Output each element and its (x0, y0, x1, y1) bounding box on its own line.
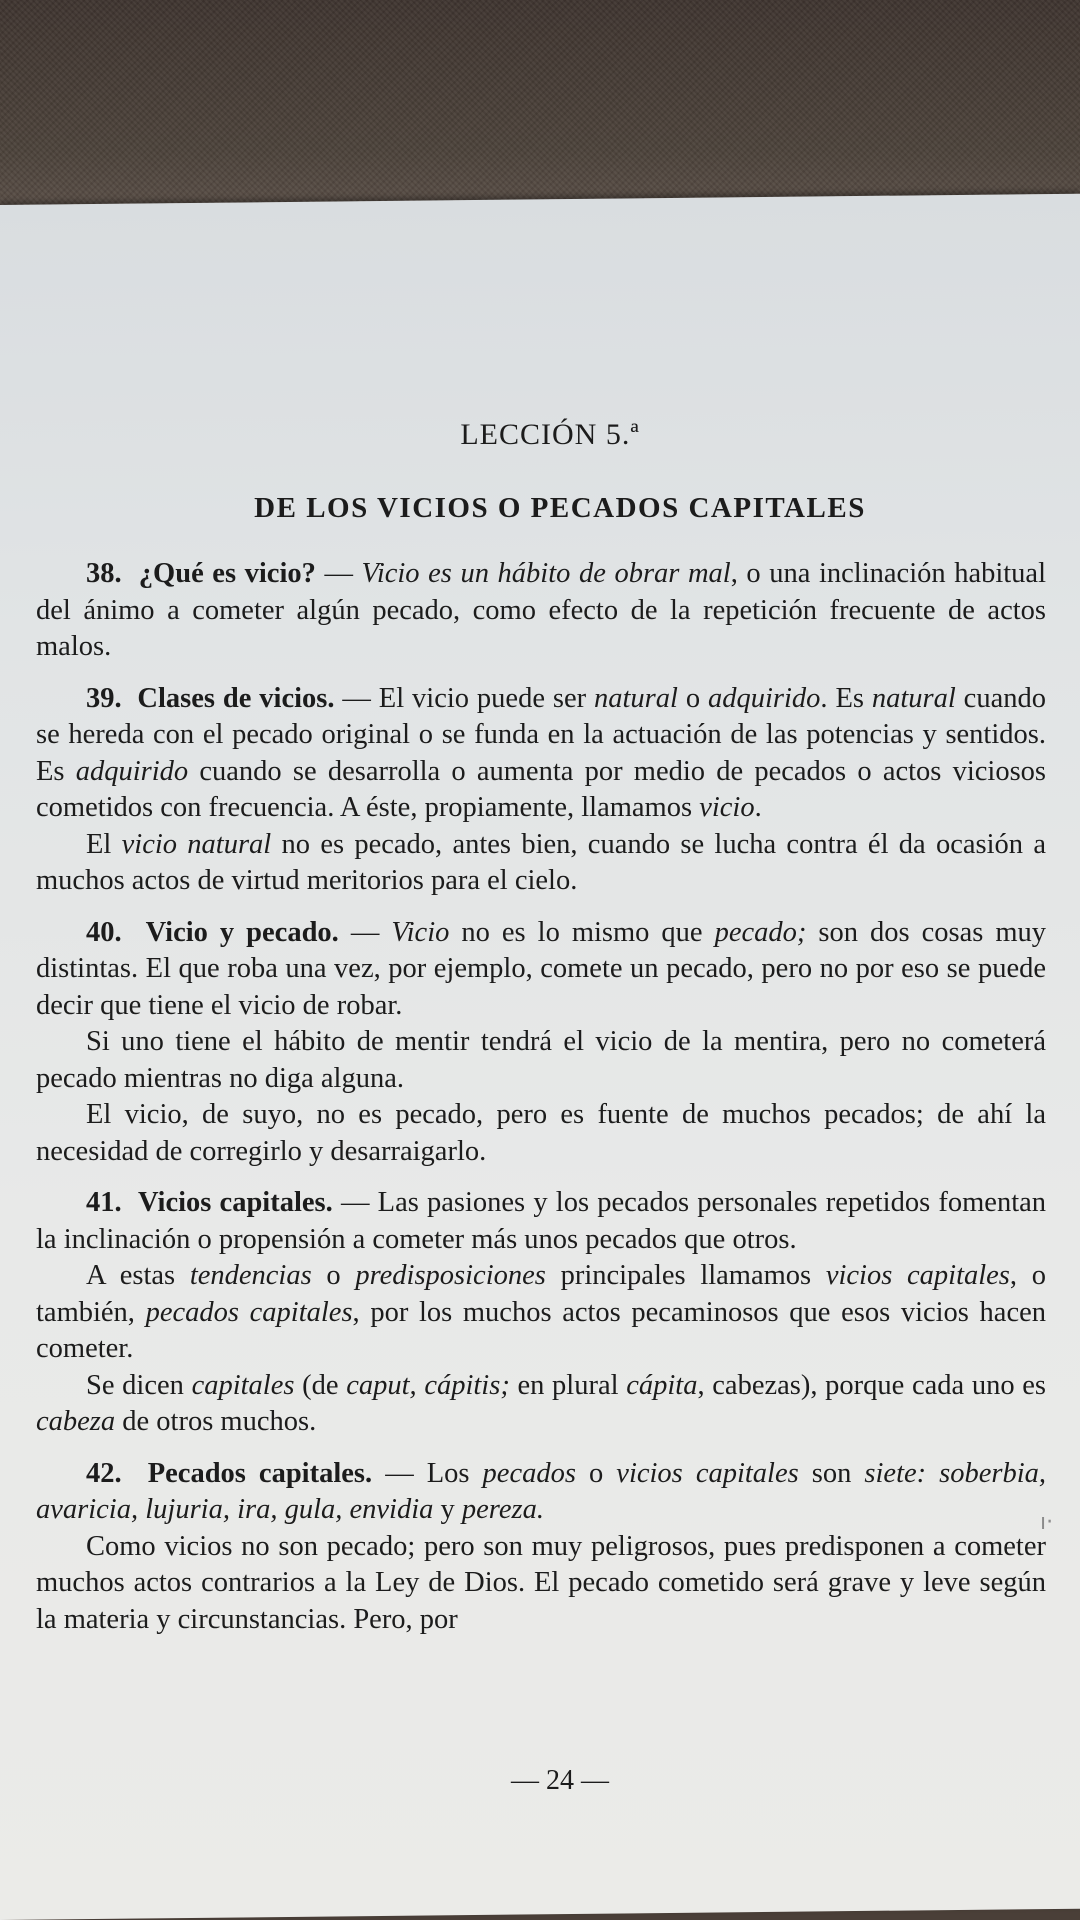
text-run: son dos cosas muy distintas. El que roba una vez, por ejemplo, comete un pecado, pero no por eso se puede decir que tiene el vicio de robar. (36, 916, 1047, 1021)
text-run: . (754, 792, 762, 823)
paragraph (36, 556, 1046, 666)
text-run: El (86, 828, 122, 860)
paragraph (36, 1097, 1046, 1170)
italic-run: natural (594, 682, 678, 714)
italic-run: Vicio (391, 916, 450, 948)
text-run: y (433, 1494, 462, 1525)
italic-run: adquirido (707, 682, 821, 714)
italic-run: pereza. (461, 1494, 544, 1525)
italic-run: vicio natural (121, 828, 272, 860)
paragraph (36, 1368, 1046, 1441)
section-heading: ¿Qué es vicio? (138, 558, 316, 589)
italic-run: cápita (626, 1369, 698, 1401)
italic-run: vicios capitales (825, 1260, 1010, 1291)
italic-run: pecado; (714, 916, 807, 948)
lesson-heading: LECCIÓN 5.ª (460, 418, 640, 451)
text-run: A estas (86, 1260, 190, 1291)
text-run: principales llamamos (545, 1260, 826, 1291)
text-run: — Los (372, 1457, 483, 1489)
italic-run: caput, cápitis; (346, 1369, 510, 1401)
paragraph (36, 915, 1046, 1025)
text-run: , por los muchos actos pecaminosos que esos vicios hacen cometer. (36, 1296, 1046, 1364)
page-number: — 24 — (511, 1765, 609, 1796)
paragraph (36, 827, 1046, 900)
section-heading: Clases de vicios. (137, 682, 335, 714)
italic-run: vicio (699, 792, 755, 823)
text-run: Se dicen (86, 1369, 192, 1401)
text-run: , o también, (36, 1260, 1046, 1328)
paragraph (36, 1456, 1046, 1529)
italic-run: adquirido (75, 755, 189, 787)
italic-run: tendencias (189, 1260, 312, 1291)
section-number: 39. (86, 682, 122, 714)
italic-run: capitales (191, 1369, 295, 1401)
paragraph (36, 681, 1046, 827)
italic-run: siete: soberbia, avaricia, lujuria, ira, gula, envidia (36, 1457, 1047, 1525)
italic-run: cabeza (36, 1406, 116, 1437)
italic-run: natural (871, 682, 956, 714)
italic-run: Vicio es un hábito de obrar mal (361, 558, 731, 589)
text-run: , cabezas), porque cada uno es (697, 1369, 1046, 1401)
text-run: de otros muchos. (115, 1406, 317, 1437)
section-number: 41. (86, 1187, 122, 1218)
text-run: en plural (509, 1369, 627, 1401)
text-run: — El vicio puede ser (334, 682, 594, 714)
section-number: 38. (86, 558, 122, 589)
text-run: — (338, 916, 392, 948)
section-number: 40. (86, 916, 122, 948)
paragraph (36, 1185, 1046, 1258)
section-heading: Vicio y pecado. (145, 916, 339, 948)
paragraph (36, 1258, 1046, 1368)
section-heading: Pecados capitales. (147, 1457, 373, 1489)
text-run: , o una inclinación habitual del ánimo a cometer algún pecado, como efecto de la repetición frecuente de actos malos. (36, 558, 1046, 662)
text-run: no es lo mismo que (449, 916, 715, 948)
text-run: El vicio, de suyo, no es pecado, pero es fuente de muchos pecados; de ahí la necesidad de corregirlo y desarraigarlo. (36, 1099, 1046, 1167)
text-run: Como vicios no son pecado; pero son muy peligrosos, pues predisponen a cometer muchos actos contrarios a la Ley de Dios. El pecado cometido será grave y leve según la materia y circunstancias. Pero, por (36, 1530, 1046, 1635)
section-number: 42. (86, 1457, 122, 1489)
chapter-title: DE LOS VICIOS O PECADOS CAPITALES (254, 492, 866, 524)
section-heading: Vicios capitales. (138, 1187, 333, 1218)
pencil-mark: ı· (1040, 1510, 1054, 1535)
text-run: (de (294, 1369, 347, 1401)
italic-run: vicios capitales (616, 1457, 799, 1489)
text-run: no es pecado, antes bien, cuando se lucha contra él da ocasión a muchos actos de virtud meritorios para el cielo. (36, 828, 1046, 896)
italic-run: pecados (482, 1457, 576, 1489)
italic-run: pecados capitales (145, 1296, 353, 1328)
italic-run: predisposiciones (355, 1260, 546, 1291)
text-run: . Es (820, 682, 872, 714)
paragraph (36, 1024, 1046, 1097)
paragraph (36, 1529, 1046, 1639)
text-run: o (311, 1260, 356, 1291)
text-run: son (798, 1457, 865, 1489)
body-text (36, 556, 1046, 1638)
text-run: — (315, 558, 362, 589)
text-run: cuando se hereda con el pecado original o se funda en la actuación de las potencias y sentidos. Es (36, 682, 1046, 787)
text-run: cuando se desarrolla o aumenta por medio de pecados o actos viciosos cometidos con frecuencia. A éste, propiamente, llamamos (36, 755, 1047, 823)
text-run: o (677, 682, 708, 714)
text-run: o (575, 1457, 617, 1489)
text-run: Si uno tiene el hábito de mentir tendrá el vicio de la mentira, pero no cometerá pecado mientras no diga alguna. (36, 1026, 1046, 1094)
text-run: — Las pasiones y los pecados personales repetidos fomentan la inclinación o propensión a cometer más unos pecados que otros. (36, 1187, 1047, 1255)
